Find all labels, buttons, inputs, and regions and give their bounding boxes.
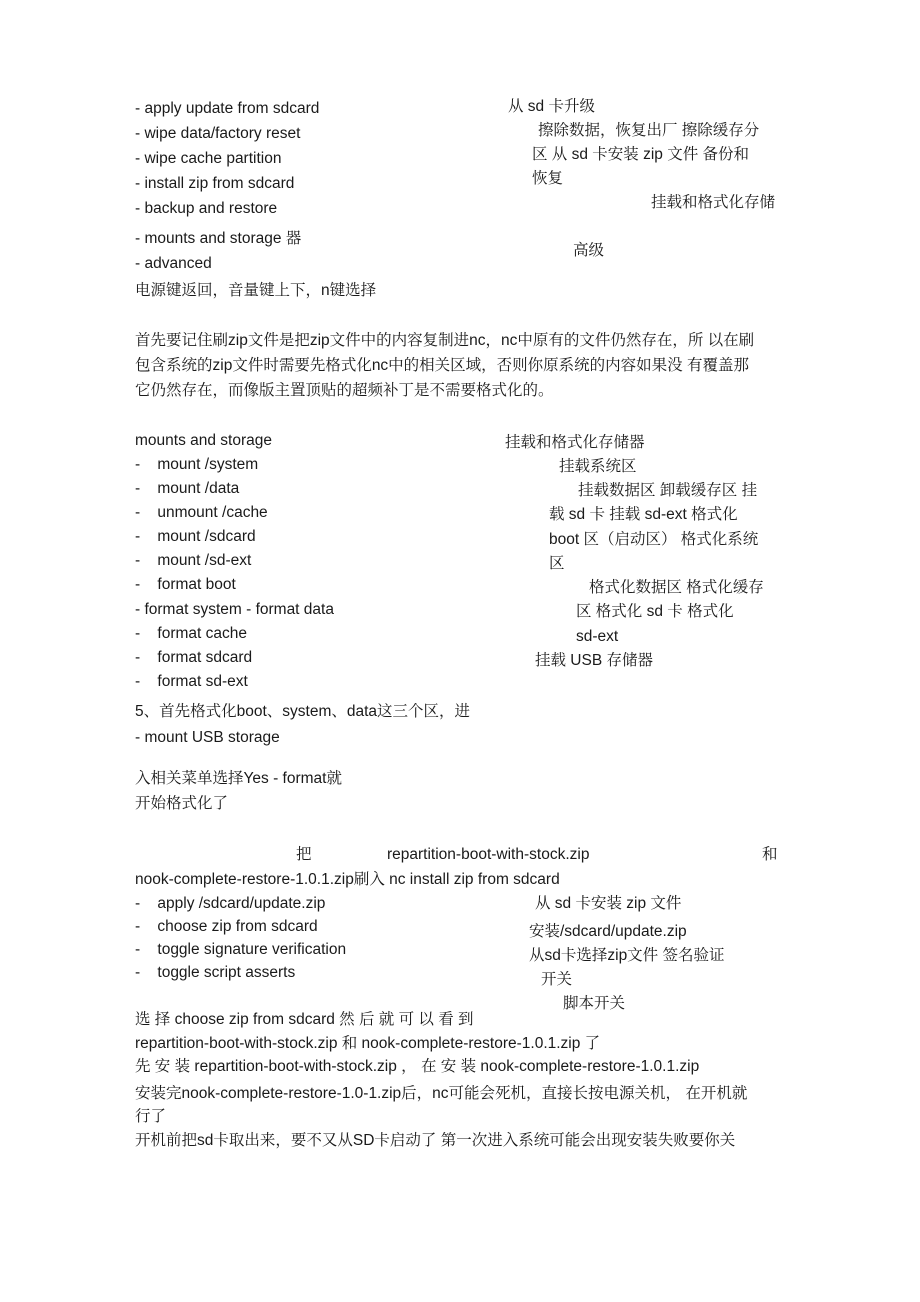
mounts-item: - unmount /cache — [135, 504, 268, 521]
translation-line: 格式化数据区 格式化缓存 — [589, 579, 764, 596]
mounts-item: - format cache — [135, 625, 247, 642]
closing-line: 行了 — [135, 1108, 167, 1125]
mounts-item: - mount /data — [135, 480, 240, 497]
install-menu-item: - toggle script asserts — [135, 964, 296, 981]
translation-line: 从 sd 卡安装 zip 文件 — [535, 895, 682, 912]
flash-line: nook-complete-restore-1.0.1.zip刷入 nc install zip from sdcard — [135, 871, 560, 888]
translation-line: 区 从 sd 卡安装 zip 文件 备份和 — [532, 146, 750, 163]
step-five-text: 5、首先格式化boot、system、data这三个区，进 — [135, 703, 471, 720]
translation-line: 擦除数据，恢复出厂 擦除缓存分 — [538, 122, 760, 139]
menu-item-wipe-data: - wipe data/factory reset — [135, 125, 301, 142]
flash-line-filename: repartition-boot-with-stock.zip — [387, 846, 590, 863]
flash-line-part: 把 — [296, 846, 312, 863]
menu-item-backup-restore: - backup and restore — [135, 200, 278, 217]
mounts-title: mounts and storage — [135, 432, 273, 449]
menu-item-install-zip: - install zip from sdcard — [135, 175, 295, 192]
closing-line: 开机前把sd卡取出来，要不又从SD卡启动了 第一次进入系统可能会出现安装失败要你关 — [135, 1132, 736, 1149]
translation-line: boot 区（启动区） 格式化系统 — [549, 531, 759, 548]
flash-line-part: 和 — [762, 846, 778, 863]
translation-line: 开关 — [541, 971, 573, 988]
menu-item-mounts-storage: - mounts and storage 器 — [135, 230, 302, 247]
translation-line: 挂载和格式化存储器 — [505, 434, 645, 451]
mounts-item: - format sd-ext — [135, 673, 248, 690]
install-menu-item: - toggle signature verification — [135, 941, 347, 958]
paragraph-line: 开始格式化了 — [135, 795, 229, 812]
mounts-item: - mount /system — [135, 456, 259, 473]
translation-line: 恢复 — [532, 170, 564, 187]
translation-line: 区 格式化 sd 卡 格式化 — [576, 603, 734, 620]
closing-line: 先 安 装 repartition-boot-with-stock.zip ， 在 安 装 nook-complete-restore-1.0.1.zip — [135, 1058, 700, 1075]
translation-line: sd-ext — [576, 628, 619, 645]
translation-line: 从sd卡选择zip文件 签名验证 — [529, 947, 725, 964]
translation-line: 挂载 USB 存储器 — [535, 652, 653, 669]
translation-line: 从 sd 卡升级 — [508, 98, 595, 115]
menu-item-wipe-cache: - wipe cache partition — [135, 150, 282, 167]
translation-line: 挂载数据区 卸载缓存区 挂 — [578, 482, 758, 499]
menu-item-advanced: - advanced — [135, 255, 212, 272]
install-menu-item: - apply /sdcard/update.zip — [135, 895, 326, 912]
paragraph-line: 包含系统的zip文件时需要先格式化nc中的相关区域，否则你原系统的内容如果没 有覆盖那 — [135, 357, 749, 374]
mounts-item: - mount /sdcard — [135, 528, 256, 545]
translation-line: 脚本开关 — [563, 995, 626, 1012]
translation-line: 载 sd 卡 挂载 sd-ext 格式化 — [549, 506, 738, 523]
install-menu-item: - choose zip from sdcard — [135, 918, 318, 935]
closing-line: 安装完nook-complete-restore-1.0-1.zip后，nc可能会死机，直接长按电源关机， 在开机就 — [135, 1085, 748, 1102]
mounts-item: - format boot — [135, 576, 236, 593]
closing-line: 选 择 choose zip from sdcard 然 后 就 可 以 看 到 — [135, 1011, 474, 1028]
mounts-item: - format system - format data — [135, 601, 334, 618]
nav-hint: 电源键返回，音量键上下，n键选择 — [135, 282, 377, 299]
translation-line: 挂载和格式化存储 — [651, 194, 776, 211]
menu-item-apply-update: - apply update from sdcard — [135, 100, 320, 117]
paragraph-line: 它仍然存在，而像版主置顶贴的超频补丁是不需要格式化的。 — [135, 382, 554, 399]
translation-line: 安装/sdcard/update.zip — [529, 923, 687, 940]
translation-line: 高级 — [573, 242, 605, 259]
paragraph-line: 首先要记住刷zip文件是把zip文件中的内容复制进nc，nc中原有的文件仍然存在，所 以在刷 — [135, 332, 755, 349]
paragraph-line: 入相关菜单选择Yes - format就 — [135, 770, 342, 787]
translation-line: 区 — [549, 555, 565, 572]
mounts-item: - format sdcard — [135, 649, 253, 666]
translation-line: 挂载系统区 — [559, 458, 637, 475]
closing-line: repartition-boot-with-stock.zip 和 nook-complete-restore-1.0.1.zip 了 — [135, 1035, 601, 1052]
mounts-item-usb: - mount USB storage — [135, 729, 280, 746]
mounts-item: - mount /sd-ext — [135, 552, 252, 569]
